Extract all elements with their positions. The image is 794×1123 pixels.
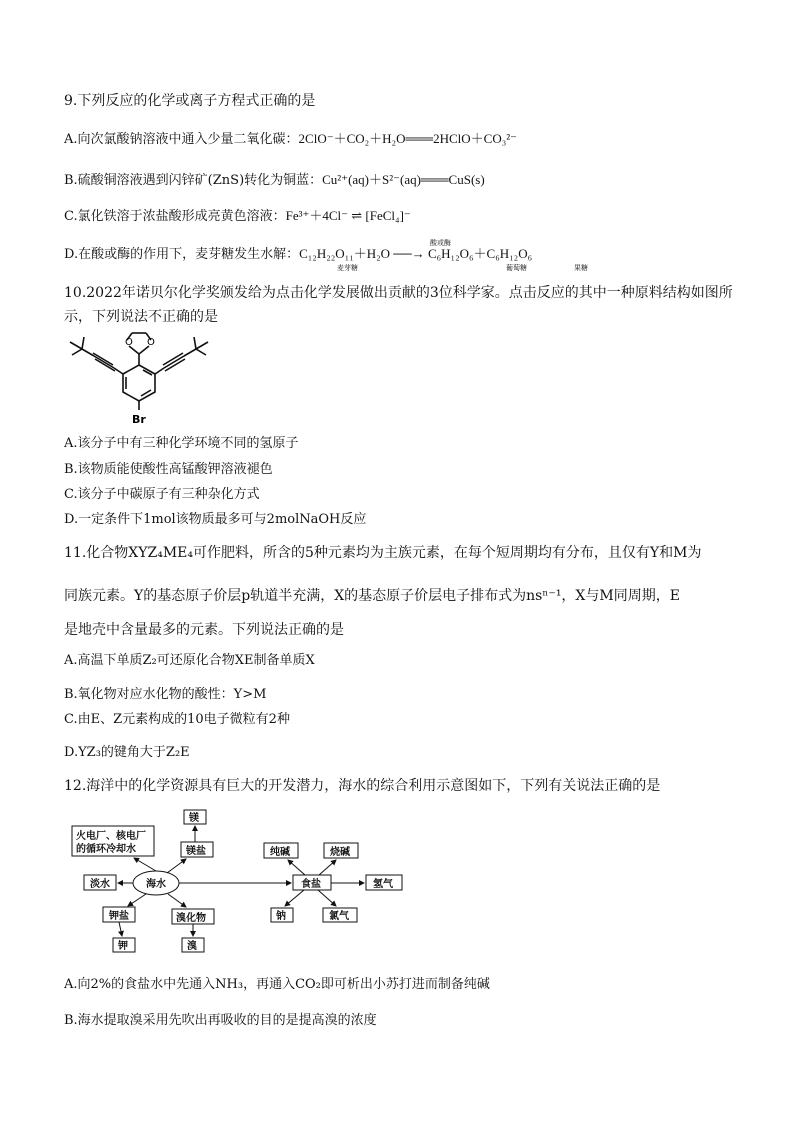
- q9-option-c-text: C.氯化铁溶于浓盐酸形成亮黄色溶液：: [64, 209, 286, 224]
- q10-stem-line2: 示，下列说法不正确的是: [64, 309, 218, 325]
- q12-magnesium: 镁: [189, 813, 199, 824]
- q12-plant-line1: 火电厂、核电厂: [76, 831, 146, 842]
- q12-potassium: 钾: [118, 941, 128, 952]
- q11-line2: 同族元素。Y的基态原子价层p轨道半充满，X的基态原子价层电子排布式为nsⁿ⁻¹，X与M同周期，E: [64, 588, 680, 604]
- q12-hydrogen: 氢气: [373, 879, 393, 890]
- q9-option-b-equation: Cu²⁺(aq)＋S²⁻(aq)═══CuS(s): [322, 172, 485, 187]
- q12-seawater: 海水: [146, 879, 166, 890]
- q12-stem: 12.海洋中的化学资源具有巨大的开发潜力，海水的综合利用示意图如下，下列有关说法正确的是: [64, 778, 661, 794]
- q12-option-b: B.海水提取溴采用先吹出再吸收的目的是提高溴的浓度: [64, 1013, 377, 1028]
- q12-table-salt: 食盐: [301, 879, 321, 890]
- q11-option-b: B.氧化物对应水化物的酸性：Y>M: [64, 687, 267, 702]
- q12-seawater-diagram: [64, 806, 424, 956]
- q11-option-d: D.YZ₃的键角大于Z₂E: [64, 745, 190, 760]
- q12-sodium: 钠: [276, 911, 286, 922]
- q12-caustic-soda: 烧碱: [330, 847, 350, 858]
- q11-line1: 11.化合物XYZ₄ME₄可作肥料，所含的5种元素均为主族元素，在每个短周期均有分布，且仅有Y和M为: [64, 545, 702, 561]
- q9-option-c-equation: Fe³⁺＋4Cl⁻ ⇌ [FeCl₄]⁻: [285, 208, 411, 223]
- q12-fresh-water: 淡水: [90, 879, 110, 890]
- q12-potassium-salt: 钾盐: [109, 911, 129, 922]
- q12-chlorine: 氯气: [329, 911, 349, 922]
- q9-option-d: [64, 245, 532, 264]
- q9-option-d-text: D.在酸或酶的作用下，麦芽糖发生水解：: [64, 247, 300, 262]
- q9-option-c: [64, 207, 411, 226]
- q9-option-a-text: A.向次氯酸钠溶液中通入少量二氧化碳：: [64, 132, 299, 147]
- q10-stem-line1: 10.2022年诺贝尔化学奖颁发给为点击化学发展做出贡献的3位科学家。点击反应的其中一种原料结构如图所: [64, 285, 733, 301]
- q12-bromine: 溴: [187, 941, 197, 952]
- q9-stem: 9.下列反应的化学或离子方程式正确的是: [64, 93, 316, 109]
- q10-option-d: D.一定条件下1mol该物质最多可与2molNaOH反应: [64, 512, 367, 527]
- q12-option-a: A.向2%的食盐水中先通入NH₃，再通入CO₂即可析出小苏打进而制备纯碱: [64, 977, 490, 992]
- q10-option-c: C.该分子中碳原子有三种杂化方式: [64, 487, 260, 502]
- q10-mol-br: Br: [132, 413, 146, 426]
- q9-option-b: [64, 171, 485, 190]
- q12-soda-ash: 纯碱: [270, 847, 290, 858]
- q9-option-b-text: B.硫酸铜溶液遇到闪锌矿(ZnS)转化为铜蓝：: [64, 173, 323, 188]
- q9-d-label-fructose: 果糖: [574, 264, 588, 272]
- q12-bromide: 溴化物: [176, 913, 206, 924]
- q9-option-a-equation: 2ClO⁻＋CO₂＋H₂O═══2HClO＋CO₃²⁻: [298, 131, 518, 146]
- q12-plant-line2: 的循环冷却水: [76, 844, 136, 855]
- q11-option-c: C.由E、Z元素构成的10电子微粒有2种: [64, 712, 290, 727]
- q10-molecule-structure: [64, 330, 214, 430]
- q10-mol-o-right: O: [147, 337, 155, 348]
- q11-option-a: A.高温下单质Z₂可还原化合物XE制备单质X: [64, 653, 315, 668]
- q10-mol-o-left: O: [125, 337, 133, 348]
- q9-d-arrow-label: 酸或酶: [430, 239, 451, 247]
- q9-d-label-maltose: 麦芽糖: [337, 264, 358, 272]
- q11-line3: 是地壳中含量最多的元素。下列说法正确的是: [64, 622, 344, 638]
- q10-option-a: A.该分子中有三种化学环境不同的氢原子: [64, 436, 299, 451]
- q9-option-d-equation: C₁₂H₂₂O₁₁＋H₂O ──→ C₆H₁₂O₆＋C₆H₁₂O₆: [299, 246, 533, 261]
- q9-option-a: [64, 130, 517, 149]
- q10-option-b: B.该物质能使酸性高锰酸钾溶液褪色: [64, 462, 273, 477]
- q12-magnesium-salt: 镁盐: [186, 846, 206, 857]
- q9-d-label-glucose: 葡萄糖: [506, 264, 527, 272]
